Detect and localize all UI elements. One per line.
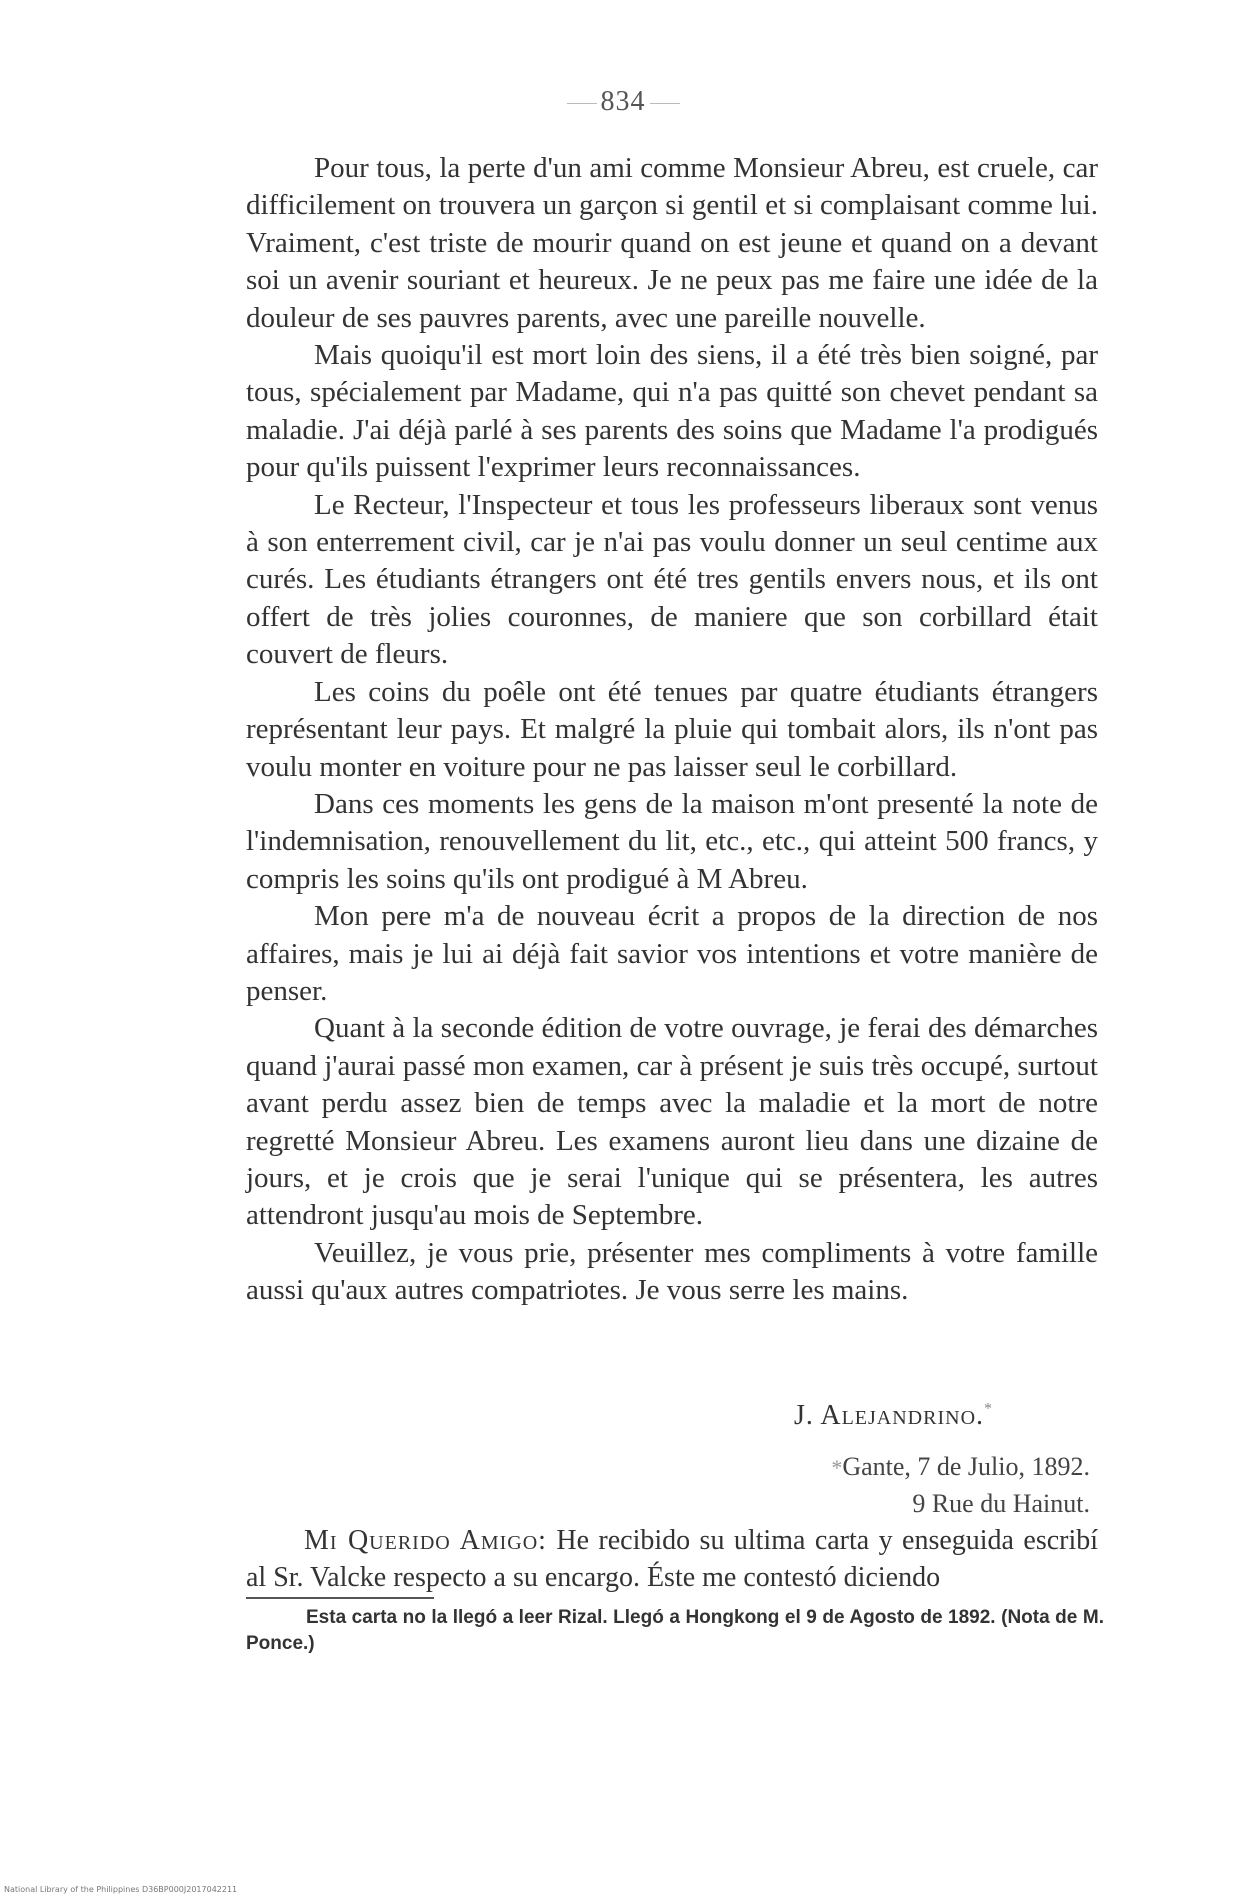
reply-salutation: Mi Querido Amigo: <box>304 1525 547 1556</box>
footnote-text: Esta carta no la llegó a leer Rizal. Llegó a Hongkong el 9 de Agosto de 1892. (Nota de M. Ponce.) <box>246 1607 1104 1654</box>
letter-paragraph-3: Le Recteur, l'Inspecteur et tous les professeurs liberaux sont venus à son enterrement civil, car je n'ai pas voulu donner un seul centime aux curés. Les étudiants étrangers ont été tres gentils envers nous, et ils ont offert de très jolies couronnes, de maniere que son corbillard était couvert de fleurs. <box>246 488 1098 671</box>
letter-paragraph-6: Mon pere m'a de nouveau écrit a propos de la direction de nos affaires, mais je lui ai déjà fait savior vos intentions et votre manière de penser. <box>246 900 1098 1007</box>
letter-paragraph-7: Quant à la seconde édition de votre ouvrage, je ferai des démarches quand j'aurai passé mon examen, car à présent je suis très occupé, surtout avant perdu assez bien de temps avec la maladie et la mort de notre regretté Monsieur Abreu. Les examens auront lieu dans une dizaine de jours, et je crois que je serai l'unique qui se présentera, les autres attendront jusqu'au mois de Septembre. <box>246 1012 1098 1232</box>
scan-footer: National Library of the Philippines D36BP000J2017042211 <box>4 1885 238 1894</box>
page-number <box>0 86 1246 118</box>
letter-dateline <box>760 1449 1090 1522</box>
letter-paragraph-2: Mais quoiqu'il est mort loin des siens, il a été très bien soigné, par tous, spécialement par Madame, qui n'a pas quitté son chevet pendant sa maladie. J'ai déjà parlé à ses parents des soins que Madame l'a prodigués pour qu'ils puissent l'exprimer leurs reconnaissances. <box>246 339 1098 484</box>
page-number-right-dash <box>650 103 680 104</box>
page-number-left-dash <box>567 103 597 104</box>
address-line: 9 Rue du Hainut. <box>912 1489 1090 1518</box>
letter-paragraph-4: Les coins du poêle ont été tenues par quatre étudiants étrangers représentant leur pays. Et malgré la pluie qui tombait alors, ils n'ont pas voulu monter en voiture pour ne pas laisser seul le corbillard. <box>246 675 1098 783</box>
letter-body <box>246 150 1098 1310</box>
date-text: Gante, 7 de Julio, 1892. <box>842 1452 1090 1481</box>
signature-name: J. Alejandrino. <box>794 1400 985 1431</box>
signature-footnote-mark: * <box>984 1400 994 1418</box>
letter-paragraph-8: Veuillez, je vous prie, présenter mes compliments à votre famille aussi qu'aux autres compatriotes. Je vous serre les mains. <box>246 1236 1098 1307</box>
reply-text: He recibido su ultima carta y enseguida escribí al Sr. Valcke respecto a su encargo. Éste me contestó diciendo <box>246 1525 1099 1593</box>
reply-letter <box>246 1522 1098 1596</box>
footnote <box>246 1605 1104 1657</box>
letter-signature <box>794 1400 993 1432</box>
letter-paragraph-1: Pour tous, la perte d'un ami comme Monsieur Abreu, est cruele, car difficilement on trouvera un garçon si gentil et si complaisant comme lui. Vraiment, c'est triste de mourir quand on est jeune et quand on a devant soi un avenir souriant et heureux. Je ne peux pas me faire une idée de la douleur de ses pauvres parents, avec une pareille nouvelle. <box>246 152 1098 334</box>
page-number-text: 834 <box>600 86 646 117</box>
date-line <box>760 1449 1090 1486</box>
footnote-divider <box>246 1597 434 1599</box>
date-footnote-mark: * <box>831 1455 843 1480</box>
letter-paragraph-5: Dans ces moments les gens de la maison m'ont presenté la note de l'indemnisation, renouvellement du lit, etc., etc., qui atteint 500 francs, y compris les soins qu'ils ont prodigué à M Abreu. <box>246 787 1098 895</box>
reply-paragraph <box>246 1522 1098 1596</box>
